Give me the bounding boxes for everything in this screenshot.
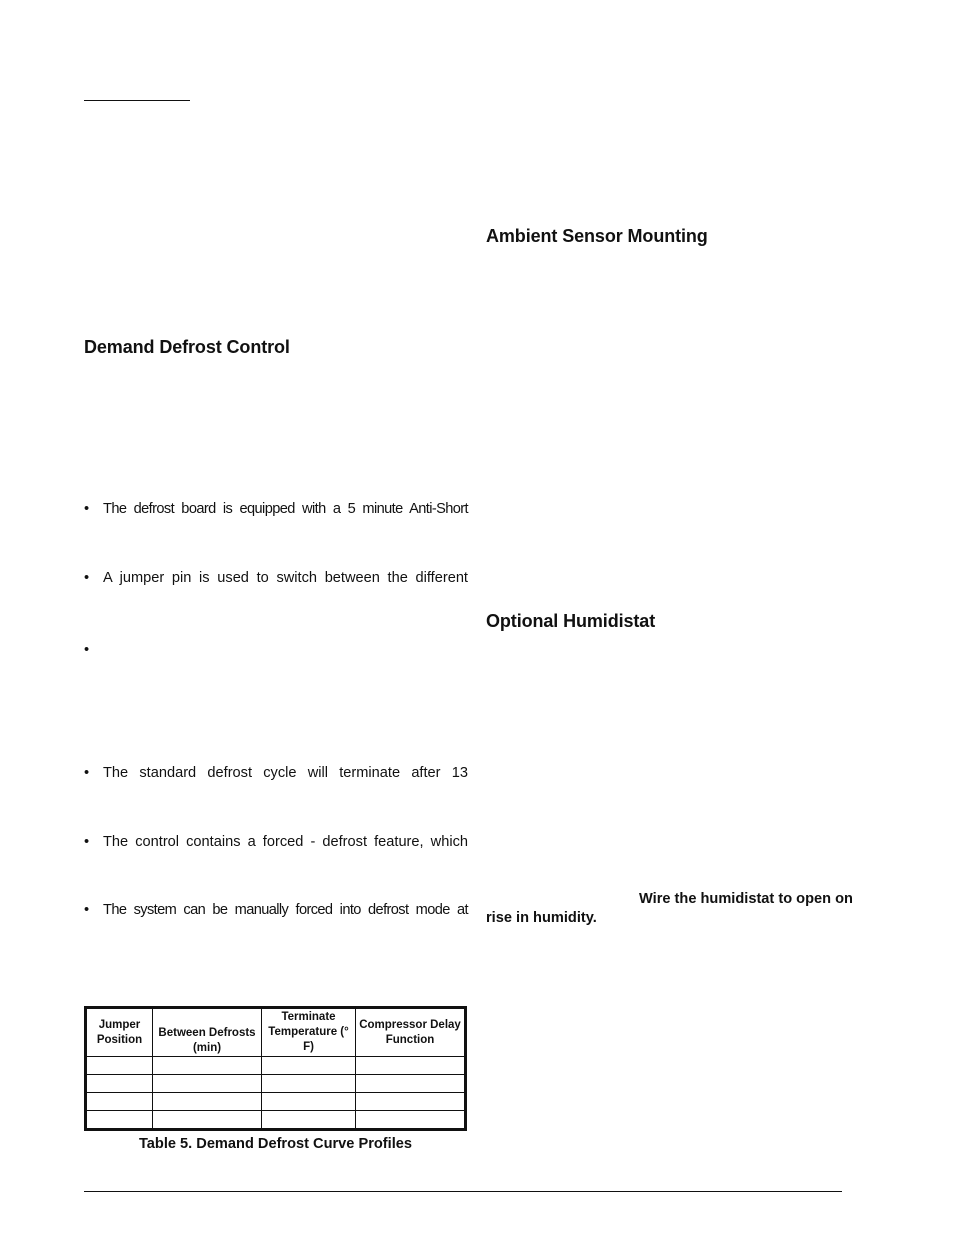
table-cell bbox=[153, 1111, 262, 1130]
table-cell bbox=[153, 1093, 262, 1111]
table-header-jumper-position: Jumper Position bbox=[86, 1008, 153, 1057]
bullet-icon: • bbox=[84, 902, 90, 918]
table-cell bbox=[262, 1057, 356, 1075]
table-cell bbox=[86, 1057, 153, 1075]
table-cell bbox=[356, 1111, 466, 1130]
table-cell bbox=[356, 1075, 466, 1093]
humidistat-note-line1: Wire the humidistat to open on bbox=[639, 891, 853, 907]
table-cell bbox=[153, 1075, 262, 1093]
optional-humidistat-heading: Optional Humidistat bbox=[486, 611, 656, 631]
table-cell bbox=[356, 1057, 466, 1075]
bullet-text: The system can be manually forced into defrost mode at bbox=[103, 902, 468, 918]
table-cell bbox=[153, 1057, 262, 1075]
table-row bbox=[86, 1075, 466, 1093]
header-rule bbox=[84, 100, 190, 101]
table-row bbox=[86, 1093, 466, 1111]
table-cell bbox=[262, 1111, 356, 1130]
table-caption: Table 5. Demand Defrost Curve Profiles bbox=[138, 1136, 413, 1152]
table-header-compressor-delay: Compressor Delay Function bbox=[356, 1008, 466, 1057]
table-row bbox=[86, 1111, 466, 1130]
table-cell bbox=[262, 1093, 356, 1111]
table-cell bbox=[86, 1075, 153, 1093]
demand-defrost-control-heading: Demand Defrost Control bbox=[84, 337, 290, 357]
table-header-row bbox=[86, 1008, 466, 1057]
bullet-icon: • bbox=[84, 765, 90, 781]
bullet-text: A jumper pin is used to switch between the different bbox=[103, 570, 468, 586]
bullet-icon: • bbox=[84, 501, 90, 517]
table-cell bbox=[86, 1093, 153, 1111]
bullet-icon: • bbox=[84, 834, 90, 850]
bullet-text: The standard defrost cycle will terminate after 13 bbox=[103, 765, 468, 781]
bullet-icon: • bbox=[84, 570, 90, 586]
table-cell bbox=[86, 1111, 153, 1130]
ambient-sensor-mounting-heading: Ambient Sensor Mounting bbox=[486, 226, 708, 246]
demand-defrost-table bbox=[84, 1006, 467, 1131]
table-header-between-defrosts: Between Defrosts (min) bbox=[153, 1008, 262, 1057]
table-cell bbox=[262, 1075, 356, 1093]
bullet-text: The defrost board is equipped with a 5 minute Anti-Short bbox=[103, 501, 468, 517]
footer-rule bbox=[84, 1191, 842, 1192]
table-header-terminate-temperature: Terminate Temperature (° F) bbox=[262, 1008, 356, 1057]
bullet-icon: • bbox=[84, 642, 90, 658]
humidistat-note-line2: rise in humidity. bbox=[486, 910, 597, 926]
table-row bbox=[86, 1057, 466, 1075]
table-cell bbox=[356, 1093, 466, 1111]
bullet-text: The control contains a forced - defrost feature, which bbox=[103, 834, 468, 850]
